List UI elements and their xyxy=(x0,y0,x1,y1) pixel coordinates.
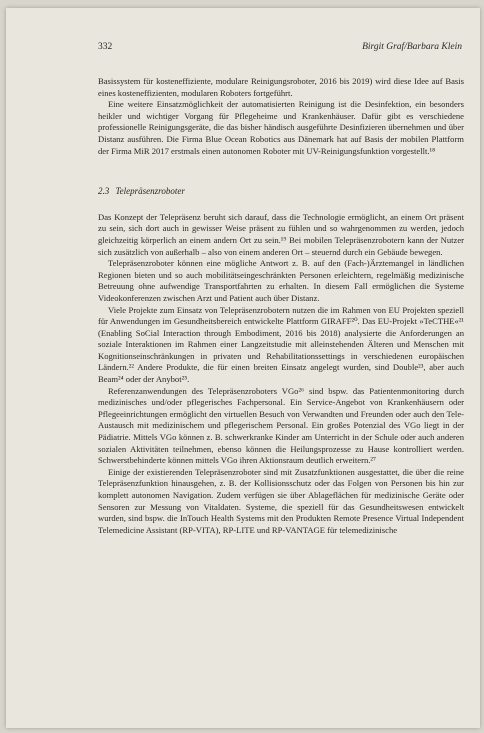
paragraph-telepresence-use: Telepräsenzroboter können eine mögliche Antwort z. B. auf den (Fach-)Ärztemangel in ländlichen Regionen bieten und so auch mobilitätseingeschränkten Personen erleichtern, regelmäßig medizinische Betreuung ohne aufwendige Transportfahrten zu erhalten. In diesem Fall ermöglichen die Systeme Videokonferenzen zwischen Arzt und Patient auch über Distanz. xyxy=(98,258,464,303)
section-title: Telepräsenzroboter xyxy=(115,186,185,197)
section-number: 2.3 xyxy=(98,186,110,197)
page-number: 332 xyxy=(98,42,113,52)
section-heading xyxy=(98,186,464,198)
paragraph-eu-projects: Viele Projekte zum Einsatz von Telepräsenzrobotern nutzen die im Rahmen von EU Projekten speziell für Anwendungen im Gesundheitsbereich entwickelte Plattform GIRAFF²⁰. Das EU-Projekt »TeCTHE«²¹ (Enabling SoCial Interaction through Embodiment, 2016 bis 2018) analysierte die Anforderungen an soziale Interaktionen im Rahmen einer Langzeitstudie mit alleinstehenden Älteren und Menschen mit Kognitionseinschränkungen in privaten und Rehabilitationssettings in verschiedenen europäischen Ländern.²² Andere Produkte, die für einen breiten Einsatz angelegt wurden, sind Double²³, aber auch Beam²⁴ oder der Anybot²⁵. xyxy=(98,304,464,385)
body-text xyxy=(98,76,464,536)
paragraph-vgo: Referenzanwendungen des Telepräsenzroboters VGo²⁶ sind bspw. das Patientenmonitoring durch medizinisches und/oder pflegerisches Fachpersonal. Ein Service-Angebot von Krankenhäusern oder Pflegeeinrichtungen ermöglicht den virtuellen Besuch von Verwandten und Freunden oder auch den Tele-Austausch mit medizinischem und pflegerischem Personal. Ein großes Potenzial des VGo liegt in der Pädiatrie. Mittels VGo können z. B. schwerkranke Kinder am Unterricht in der Schule oder auch anderen sozialen Aktivitäten teilnehmen, ebenso können die Heilungsprozesse zu Hause kontrolliert werden. Schwerstbehinderte können mittels VGo ihren Aktionsraum deutlich erweitern.²⁷ xyxy=(98,385,464,466)
paragraph-telepresence-concept: Das Konzept der Telepräsenz beruht sich darauf, dass die Technologie ermöglicht, an einem Ort präsent zu sein, sich dort auch in gewisser Weise präsent zu fühlen und so wahrgenommen zu werden, jedoch gleichzeitig körperlich an einem andern Ort zu sein.¹⁹ Bei mobilen Telepräsenzrobotern kann der Nutzer sich zusätzlich von außerhalb – also von einem anderen Ort – steuernd durch ein Gebäude bewegen. xyxy=(98,211,464,257)
page-header xyxy=(6,42,480,58)
document-page xyxy=(6,8,480,728)
paragraph-additional-functions: Einige der existierenden Telepräsenzroboter sind mit Zusatzfunktionen ausgestattet, die über die reine Telepräsenzfunktion hinausgehen, z. B. der Kollisionsschutz oder das Folgen von Personen bis hin zur komplett autonomen Navigation. Zudem verfügen sie über Ablageflächen für medizinische Geräte oder Sensoren zur Messung von Vitaldaten. Systeme, die speziell für das Gesundheitswesen entwickelt wurden, sind bspw. die InTouch Health Systems mit den Produkten Remote Presence Virtual Independent Telemedicine Assistant (RP-VITA), RP-LITE und RP-VANTAGE für telemedizinische xyxy=(98,466,464,535)
paragraph-disinfection: Eine weitere Einsatzmöglichkeit der automatisierten Reinigung ist die Desinfektion, ein besonders heikler und wichtiger Vorgang für Pflegeheime und Krankenhäuser. Dafür gibt es verschiedene professionelle Reinigungsgeräte, die das bisher händisch ausgeführte Desinfizieren übernehmen und über Distanz ausführen. Die Firma Blue Ocean Robotics aus Dänemark hat auf Basis der mobilen Plattform der Firma MiR 2017 erstmals einen autonomen Roboter mit UV-Reinigungsfunktion vorgestellt.¹⁸ xyxy=(98,99,464,156)
paragraph-continuation: Basissystem für kosteneffiziente, modulare Reinigungsroboter, 2016 bis 2019) wird diese Idee auf Basis eines kosteneffizienten, modularen Roboters fortgeführt. xyxy=(98,76,464,98)
running-head: Birgit Graf/Barbara Klein xyxy=(362,42,462,52)
